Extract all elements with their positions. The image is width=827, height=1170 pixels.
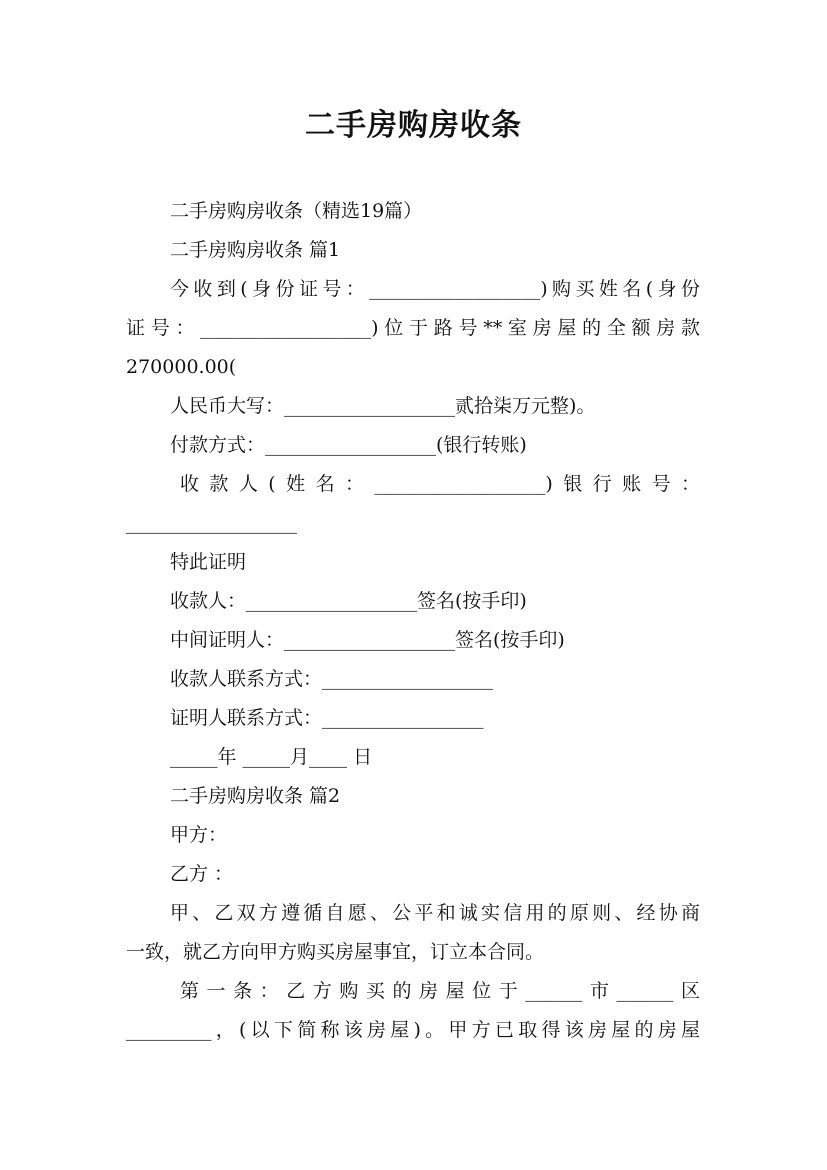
doc-line-article-1-cont: _________，(以下简称该房屋)。甲方已取得该房屋的房屋: [126, 1019, 700, 1041]
doc-line-agreement: 一致，就乙方向甲方购买房屋事宜，订立本合同。: [126, 941, 545, 963]
doc-line-payee-signature: 收款人：__________________签名(按手印): [170, 590, 527, 612]
doc-line-principles: 甲、乙双方遵循自愿、公平和诚实信用的原则、经协商: [170, 902, 700, 924]
doc-line-collection-title: 二手房购房收条（精选19篇）: [170, 200, 423, 222]
doc-line-payment-method: 付款方式：__________________(银行转账): [170, 434, 527, 456]
doc-line-certify: 特此证明: [170, 551, 247, 573]
doc-line-section-1: 二手房购房收条 篇1: [170, 239, 341, 261]
doc-line-party-b: 乙方 ：: [170, 863, 234, 885]
doc-line-amount: 270000.00(: [126, 356, 237, 378]
doc-line-witness-signature: 中间证明人：__________________签名(按手印): [170, 629, 565, 651]
doc-line-amount-words: 人民币大写：__________________贰拾柒万元整)。: [170, 395, 596, 417]
doc-line-party-a: 甲方：: [170, 824, 228, 846]
doc-line-section-2: 二手房购房收条 篇2: [170, 785, 341, 807]
document-title: 二手房购房收条: [305, 108, 522, 143]
doc-line-payee-contact: 收款人联系方式：__________________: [170, 668, 494, 690]
doc-line-date: _____年 _____月____ 日: [170, 746, 373, 768]
doc-line-id-number: 证号：__________________)位于路号**室房屋的全额房款: [126, 317, 700, 339]
doc-line-witness-contact: 证明人联系方式：_________________: [170, 707, 484, 729]
doc-line-payee-account: 收款人(姓名：__________________)银行账号：: [180, 473, 700, 495]
doc-line-account-blank: __________________: [126, 512, 297, 534]
doc-line-received: 今收到(身份证号：__________________)购买姓名(身份: [170, 278, 700, 300]
doc-line-article-1: 第一条：乙方购买的房屋位于______市______区: [180, 980, 700, 1002]
